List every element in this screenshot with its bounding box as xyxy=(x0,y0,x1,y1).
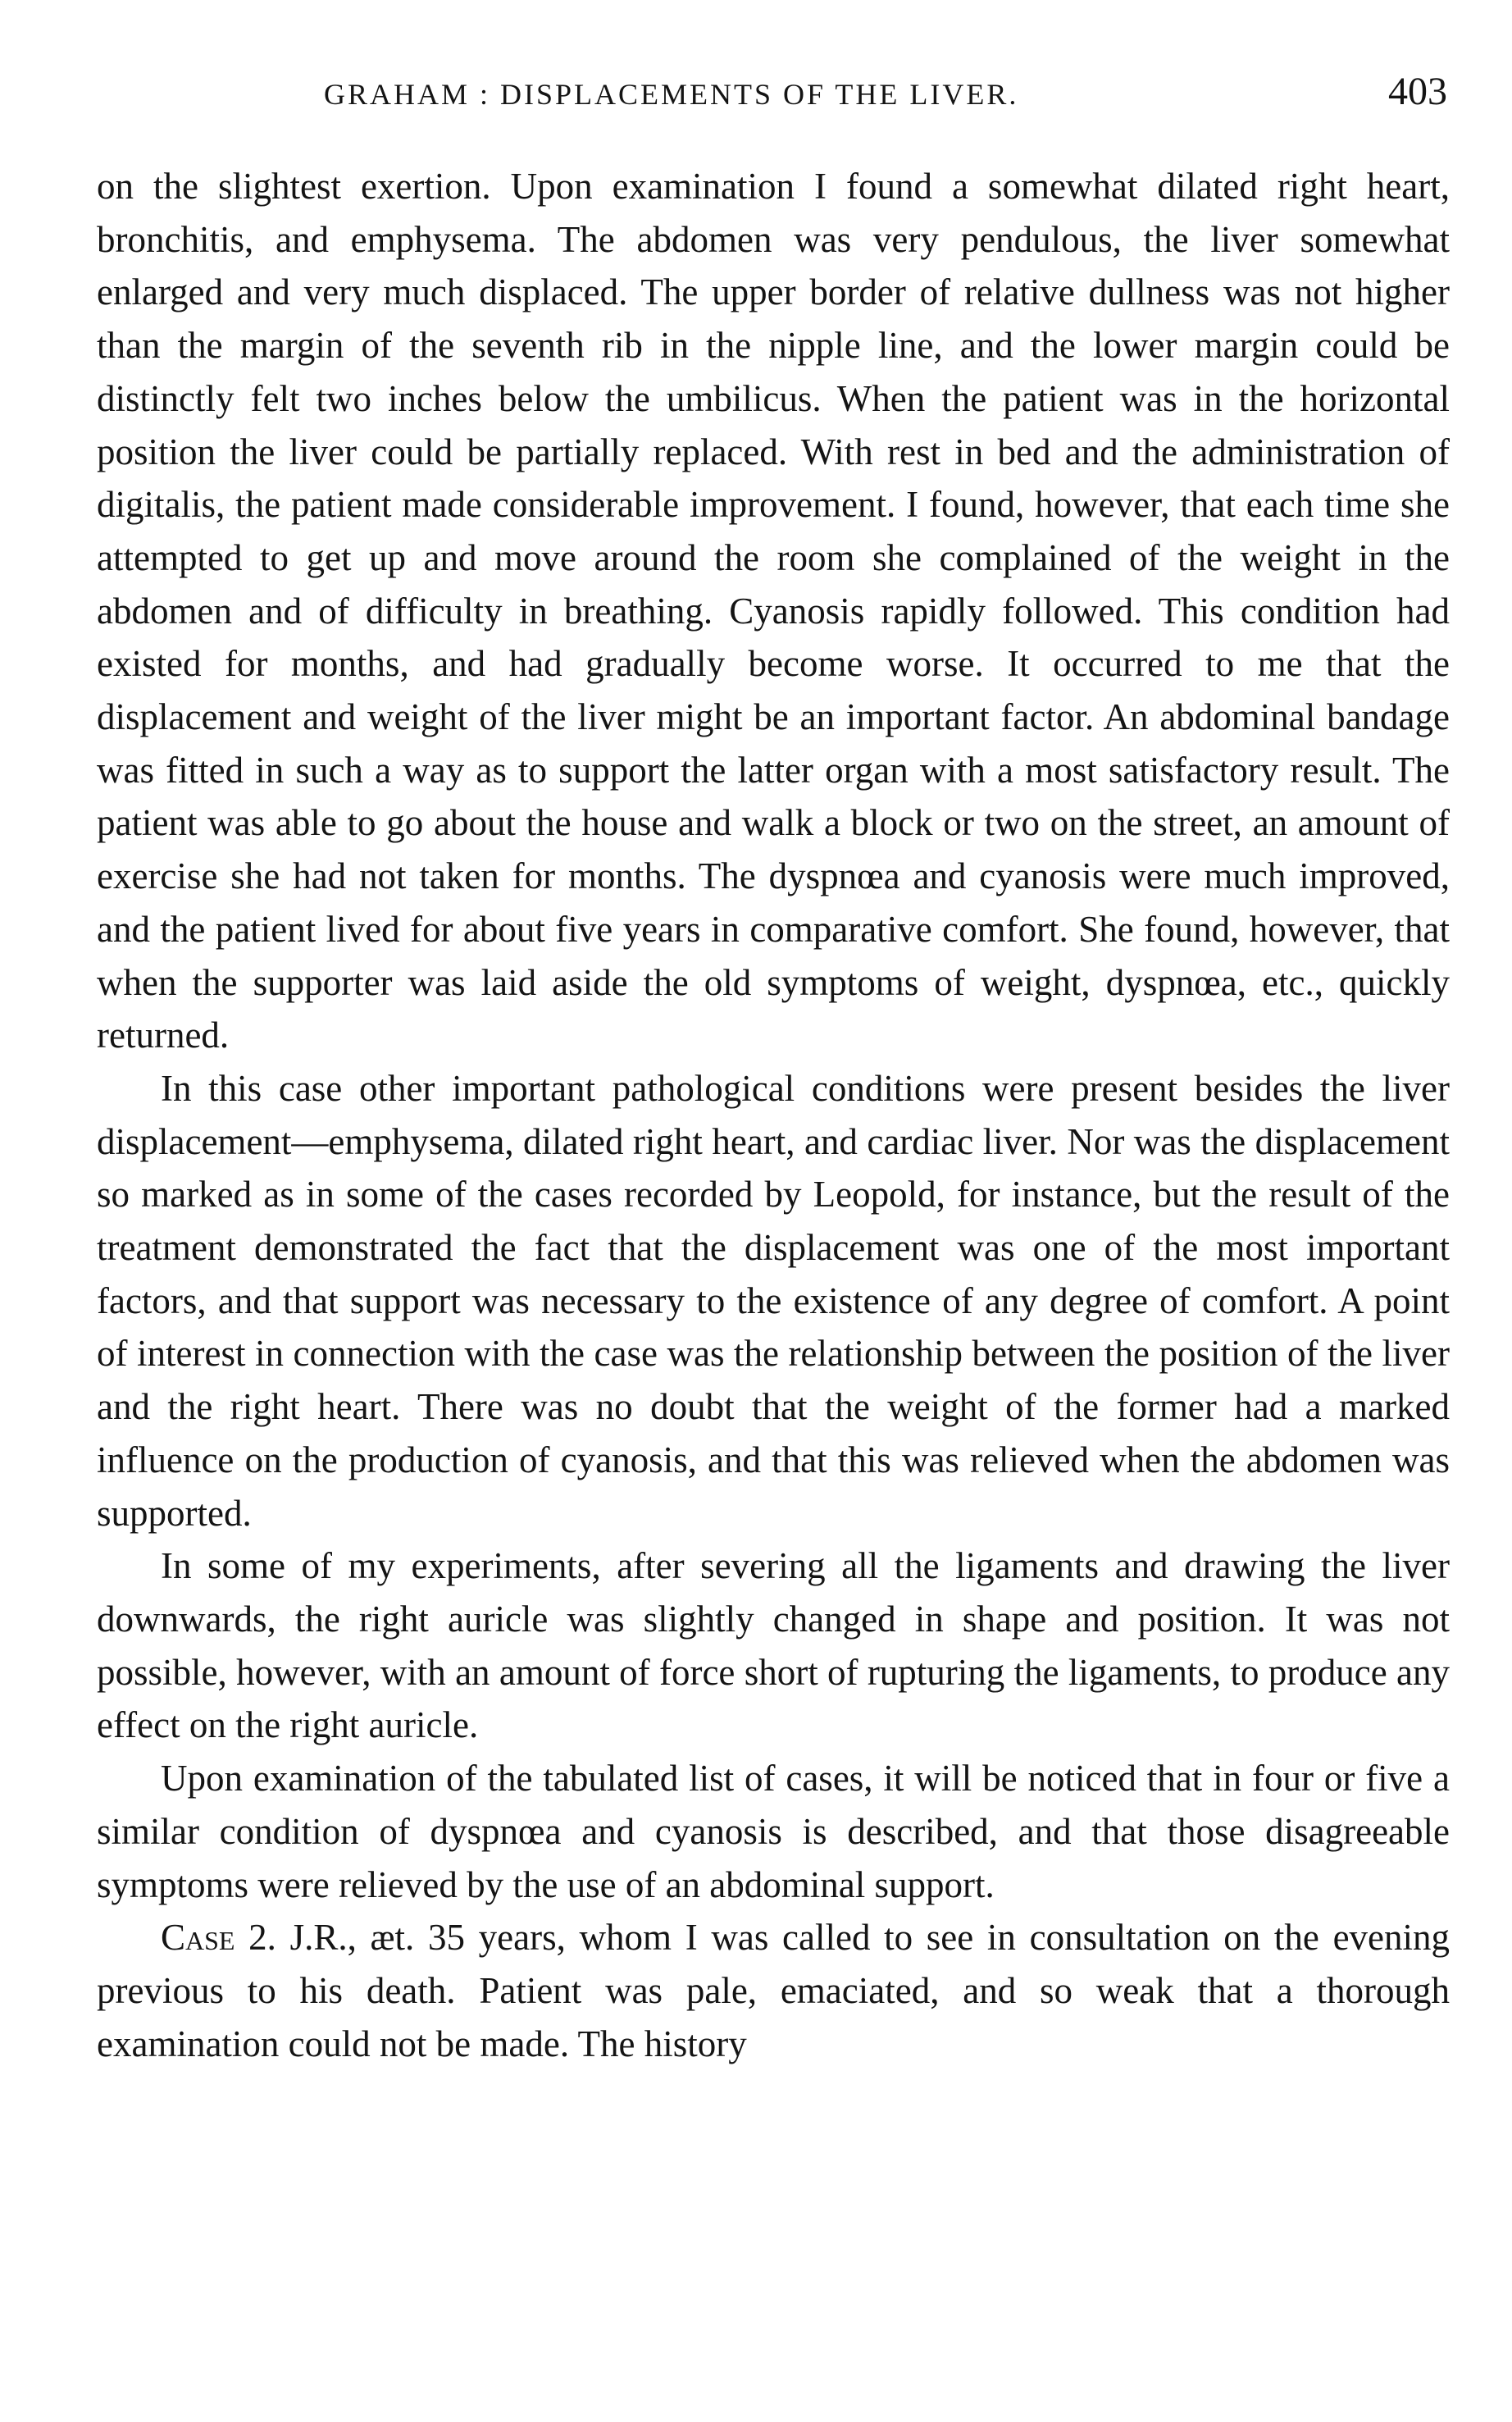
paragraph-case-2 xyxy=(97,1911,1450,2070)
case-label: Case 2. xyxy=(161,1917,276,1959)
running-title: GRAHAM : DISPLACEMENTS OF THE LIVER. xyxy=(324,78,1019,111)
paragraph-case-continuation: on the slightest exertion. Upon examination I found a somewhat dilated right heart, bronchitis, and emphysema. The abdomen was very pendulous, the liver somewhat enlarged and very much displaced. The upper border of relative dullness was not higher than the margin of the seventh rib in the nipple line, and the lower margin could be distinctly felt two inches below the umbilicus. When the patient was in the horizontal position the liver could be partially replaced. With rest in bed and the administration of digitalis, the patient made considerable improvement. I found, however, that each time she attempted to get up and move around the room she complained of the weight in the abdomen and of difficulty in breathing. Cyanosis rapidly followed. This condition had existed for months, and had gradually become worse. It occurred to me that the displacement and weight of the liver might be an important factor. An abdominal bandage was fitted in such a way as to support the latter organ with a most satisfactory result. The patient was able to go about the house and walk a block or two on the street, an amount of exercise she had not taken for months. The dyspnœa and cyanosis were much improved, and the patient lived for about five years in comparative comfort. She found, however, that when the supporter was laid aside the old symptoms of weight, dyspnœa, etc., quickly returned. xyxy=(97,166,1450,1056)
case-2-text: J.R., æt. 35 years, whom I was called to see in consultation on the evening previous to his death. Patient was pale, emaciated, and so weak that a thorough examination could not be made. The history xyxy=(97,1917,1451,2064)
body-text xyxy=(97,160,1450,2070)
paragraph-experiments: In some of my experiments, after severing all the ligaments and drawing the liver downwards, the right auricle was slightly changed in shape and position. It was not possible, however, with an amount of force short of rupturing the ligaments, to produce any effect on the right auricle. xyxy=(97,1545,1450,1746)
paragraph-pathological-conditions: In this case other important pathological conditions were present besides the liver displacement—emphysema, dilated right heart, and cardiac liver. Nor was the displacement so marked as in some of the cases recorded by Leopold, for instance, but the result of the treatment demonstrated the fact that the displacement was one of the most important factors, and that support was necessary to the existence of any degree of comfort. A point of interest in connection with the case was the relationship between the position of the liver and the right heart. There was no doubt that the weight of the former had a marked influence on the production of cyanosis, and that this was relieved when the abdomen was supported. xyxy=(97,1067,1450,1534)
paragraph-tabulated-cases: Upon examination of the tabulated list of cases, it will be noticed that in four or five a similar condition of dyspnœa and cyanosis is described, and that those disagreeable symptoms were relieved by the use of an abdominal support. xyxy=(97,1758,1450,1905)
page-number: 403 xyxy=(1388,70,1447,113)
running-head xyxy=(324,67,1447,116)
